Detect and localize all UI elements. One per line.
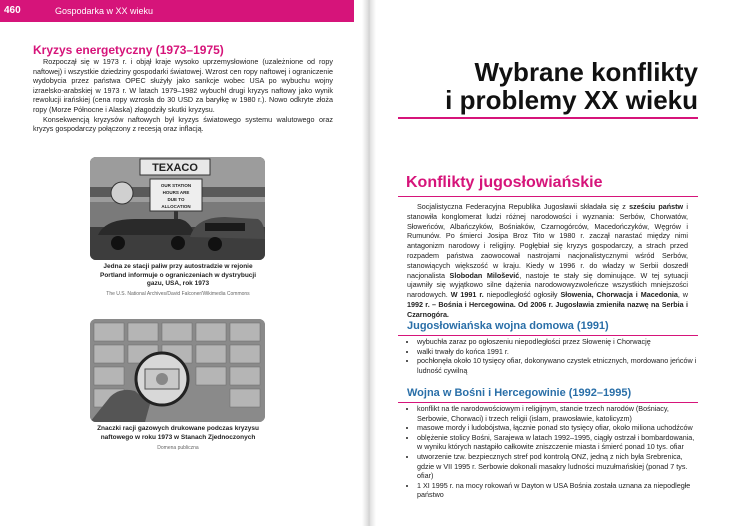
book-gutter: [362, 0, 376, 526]
texaco-sign-text: TEXACO: [152, 162, 198, 174]
yugoslavia-intro-text: [407, 202, 688, 320]
chapter-rule: [398, 117, 698, 119]
list-item: • walki trwały do końca 1991 r.: [417, 347, 697, 357]
list-item: • konflikt na tle narodowościowym i religijnym, stancie trzech narodów (Bośniacy, Serbowie, Chorwaci) i trzech religii (islam, prawosławie, katolicyzm): [417, 404, 697, 423]
paragraph: Socjalistyczna Federacyjna Republika Jugosławii składała się z sześciu państw i stanowiła konglomerat ludzi różnej narodowości i wyznania: Serbów, Chorwatów, Słoweńców, Albańczyków, Bośniaków, Czarnogórców, Macedończyków, Węgrów i Rumunów. Po śmierci Josipa Broz Tito w 1980 r. zaczął narastać między nimi antagonizm narodowy i religijny. Pogłębiał się kryzys gospodarczy, a strach przed rozpadem państwa zaowocował nastrojami nacjonalistycznymi wśród Serbów, stanowiących większość w kraju. Kiedy w 1996 r. do władzy w Serbii doszedł nacjonalista Slobodan Milošević, nastoje te stały się dominujące. W tej sytuacji ujawniły się wyjątkowo silne dążenia narodowowyzwoleńcze wszystkich mniejszości narodowych. W 1991 r. niepodległość ogłosiły Słowenia, Chorwacja i Macedonia, w 1992 r. – Bośnia i Hercegowina. Od 2006 r. Jugosławia zmieniła nazwę na Serbia i Czarnogóra.: [407, 202, 688, 319]
gas-station-photo: [90, 157, 265, 260]
running-header: [0, 0, 354, 22]
gas-station-illustration: [90, 157, 265, 260]
paragraph: Rozpoczął się w 1973 r. i objął kraje wysoko uprzemysłowione (uzależnione od ropy naftowej) i wszystkie dziedziny gospodarki światowej. Wzrost cen ropy naftowej i ograniczenie wydobycia przez państwa OPEC służyły jako sankcje wobec USA po wybuchu wojny izraelsko-arabskiej w 1973 r. W latach 1979–1982 wybuchł drugi kryzys naftowy jako wynik rewolucji irańskiej (cena ropy wzrosła do 30 USD za baryłkę w 1980 r.). Nowo odkryte złoża ropy (Morze Północne i Alaska) złagodziły skutki kryzysu.: [33, 57, 333, 114]
section-rule: [398, 196, 698, 197]
civil-war-list: [407, 337, 697, 375]
list-item: • pochłonęła około 10 tysięcy ofiar, dokonywano czystek etnicznych, mordowano jeńców i ludność cywilną: [417, 356, 697, 375]
page-number: 460: [4, 5, 21, 16]
subsection-title-civil-war: Jugosłowiańska wojna domowa (1991): [407, 320, 609, 332]
ration-stamps-illustration: [90, 319, 265, 422]
subsection-title-bosnian-war: Wojna w Bośni i Hercegowinie (1992–1995): [407, 387, 632, 399]
chapter-title-line2: i problemy XX wieku: [445, 85, 698, 115]
running-title: Gospodarka w XX wieku: [55, 6, 154, 16]
svg-text:DUE TO: DUE TO: [167, 197, 185, 202]
paragraph: Konsekwencją kryzysów naftowych był kryzys światowego systemu walutowego oraz kryzys gospodarczy połączony z recesją oraz inflacją.: [33, 114, 333, 134]
chapter-title-line1: Wybrane konflikty: [474, 57, 698, 87]
list-item: • wybuchła zaraz po ogłoszeniu niepodległości przez Słowenię i Chorwację: [417, 337, 697, 347]
subsection-rule: [398, 402, 698, 403]
chapter-title: [440, 58, 698, 114]
list-item: • masowe mordy i ludobójstwa, łącznie ponad sto tysięcy ofiar, około miliona uchodźców: [417, 423, 697, 433]
svg-text:ALLOCATION: ALLOCATION: [161, 204, 191, 209]
list-item: • 1 XI 1995 r. na mocy rokowań w Dayton w USA Bośnia została uznana za niepodległe państwo: [417, 481, 697, 500]
energy-crisis-text: [33, 57, 333, 134]
photo1-source: The U.S. National Archives/David Falconer/Wikimedia Commons: [106, 291, 250, 297]
photo1-caption: Jedna ze stacji paliw przy autostradzie w rejonie Portland informuje o ograniczeniach w dystrybucji gazu, USA, rok 1973: [99, 263, 257, 287]
photo2-source: Domena publiczna: [157, 445, 199, 451]
section-title-yugoslav-conflicts: Konflikty jugosłowiańskie: [406, 174, 603, 191]
ration-stamps-photo: [90, 319, 265, 422]
svg-text:HOURS ARE: HOURS ARE: [162, 190, 190, 195]
section-title-energy-crisis: Kryzys energetyczny (1973–1975): [33, 43, 224, 57]
subsection-rule: [398, 335, 698, 336]
photo2-caption: Znaczki racji gazowych drukowane podczas kryzysu naftowego w roku 1973 w Stanach Zjednoczonych: [97, 425, 259, 441]
list-item: • oblężenie stolicy Bośni, Sarajewa w latach 1992–1995, ciągły ostrzał i bombardowania, w wyniku których nastąpiło całkowite zniszczenie miasta i śmierć ponad 10 tys. ofiar: [417, 433, 697, 452]
list-item: • utworzenie tzw. bezpiecznych stref pod kontrolą ONZ, jedną z nich była Srebrenica, gdzie w VII 1995 r. Serbowie dokonali masakry ludności muzułmańskiej (ponad 7 tys. ofiar): [417, 452, 697, 481]
bosnian-war-list: [407, 404, 697, 500]
svg-text:OUR STATION: OUR STATION: [160, 183, 192, 188]
